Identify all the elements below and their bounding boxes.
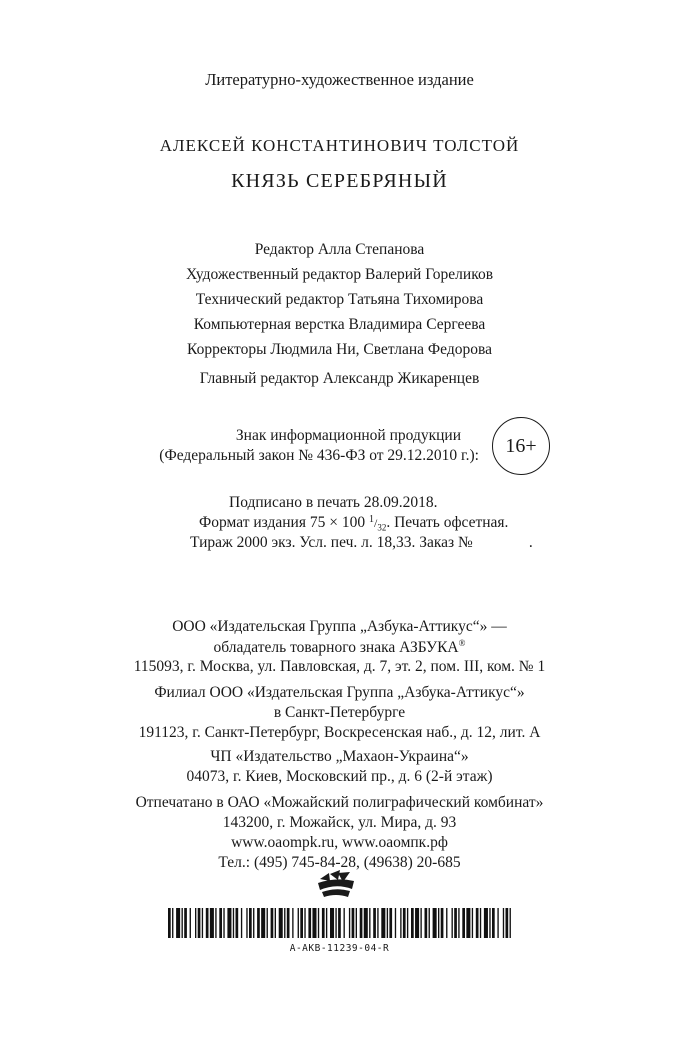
barcode-bar: [415, 908, 419, 938]
publisher-logo-icon: [316, 869, 356, 899]
barcode-bar: [407, 908, 408, 938]
format-line: [199, 514, 508, 532]
barcode-bar: [182, 908, 183, 938]
barcode-bar: [227, 908, 231, 938]
barcode-bar: [172, 908, 173, 938]
barcode-bar: [489, 908, 490, 938]
barcode-bar: [377, 908, 378, 938]
barcode-bar: [304, 908, 305, 938]
barcode-bar: [236, 908, 239, 938]
barcode-bar: [458, 908, 459, 938]
barcode-bar: [503, 908, 504, 938]
barcode-bar: [233, 908, 234, 938]
signed-date: Подписано в печать 28.09.2018.: [229, 494, 438, 511]
barcode-bar: [452, 908, 453, 938]
barcode-bar: [215, 908, 216, 938]
barcode-bar: [497, 908, 498, 938]
barcode-bar: [292, 908, 293, 938]
barcode-bar: [287, 908, 290, 938]
barcode-bar: [168, 908, 171, 938]
printer-name: Отпечатано в ОАО «Можайский полиграфический комбинат»: [135, 794, 544, 811]
barcode-bar: [326, 908, 327, 938]
barcode-bar: [176, 908, 180, 938]
credit-editor: Редактор Алла Степанова: [254, 241, 425, 258]
credit-art-editor: Художественный редактор Валерий Гореликов: [185, 266, 494, 283]
run-suffix: .: [528, 534, 533, 551]
barcode-bar: [438, 908, 439, 938]
printer-websites: www.oaompk.ru, www.оаомпк.рф: [231, 834, 448, 851]
barcode-bar: [480, 908, 481, 938]
barcode-bar: [425, 908, 428, 938]
registered-mark: ®: [458, 638, 466, 648]
age-rating-text: 16+: [505, 434, 537, 457]
barcode-bar: [400, 908, 401, 938]
barcode: [168, 908, 512, 938]
barcode-bar: [403, 908, 406, 938]
barcode-bar: [271, 908, 274, 938]
barcode-bar: [206, 908, 209, 938]
barcode-bar: [411, 908, 414, 938]
ukraine-name: ЧП «Издательство „Махаон-Украина“»: [210, 748, 469, 765]
barcode-bar: [195, 908, 196, 938]
barcode-bar: [369, 908, 370, 938]
format-suffix: . Печать офсетная.: [386, 514, 509, 531]
chief-editor: Главный редактор Александр Жикаренцев: [199, 370, 480, 387]
barcode-bar: [210, 908, 214, 938]
barcode-bar: [373, 908, 376, 938]
format-fraction: $^1/_{32}$: [368, 514, 387, 533]
info-mark-law: (Федеральный закон № 436-ФЗ от 29.12.2010 г.):: [159, 447, 479, 464]
barcode-bar: [338, 908, 341, 938]
barcode-bar: [420, 908, 421, 938]
barcode-bar: [300, 908, 303, 938]
barcode-bar: [246, 908, 247, 938]
barcode-bar: [352, 908, 355, 938]
barcode-bar: [219, 908, 222, 938]
barcode-bar: [476, 908, 479, 938]
barcode-bar: [506, 908, 509, 938]
branch-city: в Санкт-Петербурге: [273, 704, 406, 721]
barcode-bar: [510, 908, 511, 938]
publisher-trademark-text: обладатель товарного знака АЗБУКА: [213, 639, 459, 657]
barcode-bar: [335, 908, 336, 938]
format-den: 32: [377, 522, 387, 533]
run-prefix: Тираж 2000 экз. Усл. печ. л. 18,33. Заказ №: [190, 534, 473, 551]
barcode-bar: [202, 908, 203, 938]
barcode-bar: [462, 908, 465, 938]
info-mark-label: Знак информационной продукции: [235, 427, 461, 444]
barcode-bar: [279, 908, 283, 938]
credit-proofreaders: Корректоры Людмила Ни, Светлана Федорова: [187, 341, 492, 358]
barcode-bar: [241, 908, 242, 938]
barcode-bar: [312, 908, 316, 938]
barcode-bar: [223, 908, 224, 938]
barcode-bar: [441, 908, 444, 938]
edition-type: Литературно-художественное издание: [205, 70, 474, 89]
publisher-name: ООО «Издательская Группа „Азбука-Аттикус“» —: [172, 618, 507, 635]
barcode-bar: [472, 908, 473, 938]
barcode-bar: [344, 908, 345, 938]
age-rating-badge: [492, 417, 550, 475]
barcode-bar: [484, 908, 488, 938]
run-line: [190, 534, 533, 552]
branch-name: Филиал ООО «Издательская Группа „Азбука-Аттикус“»: [154, 684, 525, 701]
barcode-bar: [257, 908, 260, 938]
credit-tech-editor: Технический редактор Татьяна Тихомирова: [195, 291, 484, 308]
barcode-bar: [349, 908, 350, 938]
printer-address: 143200, г. Можайск, ул. Мира, д. 93: [222, 814, 457, 831]
barcode-bar: [198, 908, 201, 938]
barcode-bar: [253, 908, 254, 938]
format-prefix: Формат издания 75 × 100: [199, 514, 366, 531]
barcode-bar: [387, 908, 388, 938]
barcode-bar: [190, 908, 191, 938]
barcode-bar: [267, 908, 268, 938]
barcode-bar: [261, 908, 265, 938]
barcode-text: A-AKB-11239-04-R: [289, 943, 390, 954]
ukraine-address: 04073, г. Киев, Московский пр., д. 6 (2-й этаж): [186, 768, 493, 785]
barcode-bar: [454, 908, 457, 938]
barcode-bar: [466, 908, 470, 938]
barcode-bar: [433, 908, 437, 938]
barcode-bar: [318, 908, 319, 938]
barcode-bar: [381, 908, 385, 938]
barcode-bar: [298, 908, 299, 938]
barcode-bar: [184, 908, 187, 938]
barcode-bar: [330, 908, 334, 938]
printer-phones: Тел.: (495) 745-84-28, (49638) 20-685: [218, 854, 461, 871]
barcode-bar: [308, 908, 311, 938]
publisher-trademark: [0, 638, 679, 657]
barcode-bar: [275, 908, 276, 938]
publisher-address: 115093, г. Москва, ул. Павловская, д. 7, эт. 2, пом. III, ком. № 1: [133, 658, 546, 675]
barcode-bar: [429, 908, 430, 938]
format-num: 1: [368, 514, 374, 525]
author-name: АЛЕКСЕЙ КОНСТАНТИНОВИЧ ТОЛСТОЙ: [159, 136, 520, 155]
book-title: КНЯЗЬ СЕРЕБРЯНЫЙ: [231, 170, 448, 192]
barcode-bar: [446, 908, 447, 938]
barcode-bar: [389, 908, 392, 938]
barcode-bar: [395, 908, 396, 938]
barcode-bar: [249, 908, 252, 938]
barcode-bar: [284, 908, 285, 938]
barcode-bar: [322, 908, 325, 938]
barcode-bar: [492, 908, 495, 938]
credit-layout: Компьютерная верстка Владимира Сергеева: [193, 316, 486, 333]
barcode-bar: [360, 908, 363, 938]
branch-address: 191123, г. Санкт-Петербург, Воскресенская наб., д. 12, лит. А: [138, 724, 541, 741]
barcode-bar: [364, 908, 368, 938]
barcode-bar: [356, 908, 357, 938]
